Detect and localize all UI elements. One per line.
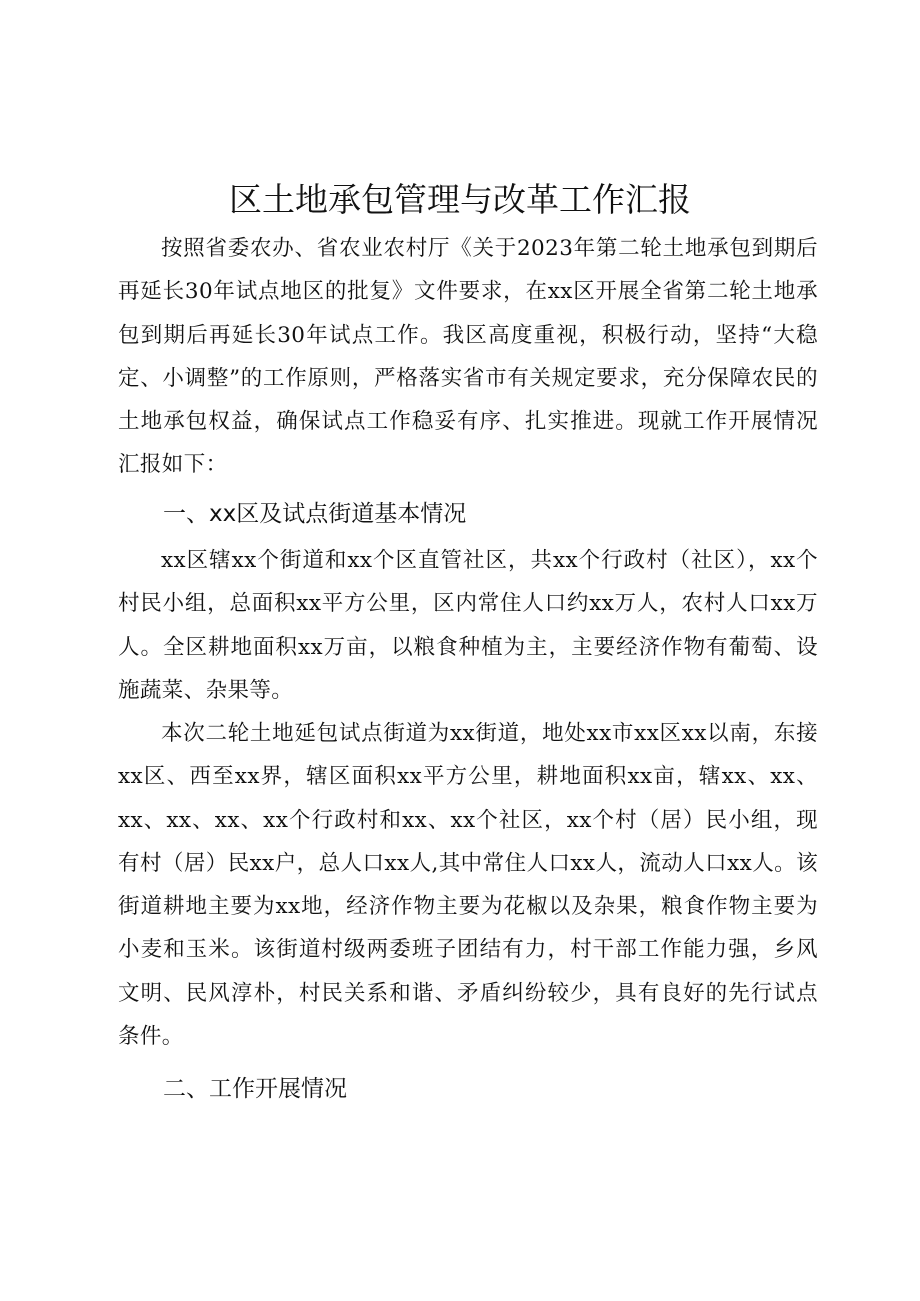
section-1-paragraph-2: 本次二轮土地延包试点街道为xx街道，地处xx市xx区xx以南，东接xx区、西至xx界，辖区面积xx平方公里，耕地面积xx亩，辖xx、xx、xx、xx、xx、xx个行政村和xx、xx个社区，xx个村（居）民小组，现有村（居）民xx户，总人口xx人,其中常住人口xx人，流动人口xx人。该街道耕地主要为xx地，经济作物主要为花椒以及杂果，粮食作物主要为小麦和玉米。该街道村级两委班子团结有力，村干部工作能力强，乡风文明、民风淳朴，村民关系和谐、矛盾纠纷较少，具有良好的先行试点条件。 bbox=[118, 721, 818, 1050]
section-1-paragraph-1: xx区辖xx个街道和xx个区直管社区，共xx个行政村（社区），xx个村民小组，总面积xx平方公里，区内常住人口约xx万人，农村人口xx万人。全区耕地面积xx万亩，以粮食种植为主，主要经济作物有葡萄、设施蔬菜、杂果等。 bbox=[118, 548, 818, 703]
intro-paragraph: 按照省委农办、省农业农村厅《关于2023年第二轮土地承包到期后再延长30年试点地区的批复》文件要求，在xx区开展全省第二轮土地承包到期后再延长30年试点工作。我区高度重视，积极行动，坚持“大稳定、小调整”的工作原则，严格落实省市有关规定要求，充分保障农民的土地承包权益，确保试点工作稳妥有序、扎实推进。现就工作开展情况汇报如下： bbox=[118, 236, 818, 478]
section-1-heading: 一、xx区及试点街道基本情况 bbox=[163, 501, 467, 527]
section-2-heading: 二、工作开展情况 bbox=[163, 1076, 347, 1102]
document-title: 区土地承包管理与改革工作汇报 bbox=[229, 180, 691, 219]
